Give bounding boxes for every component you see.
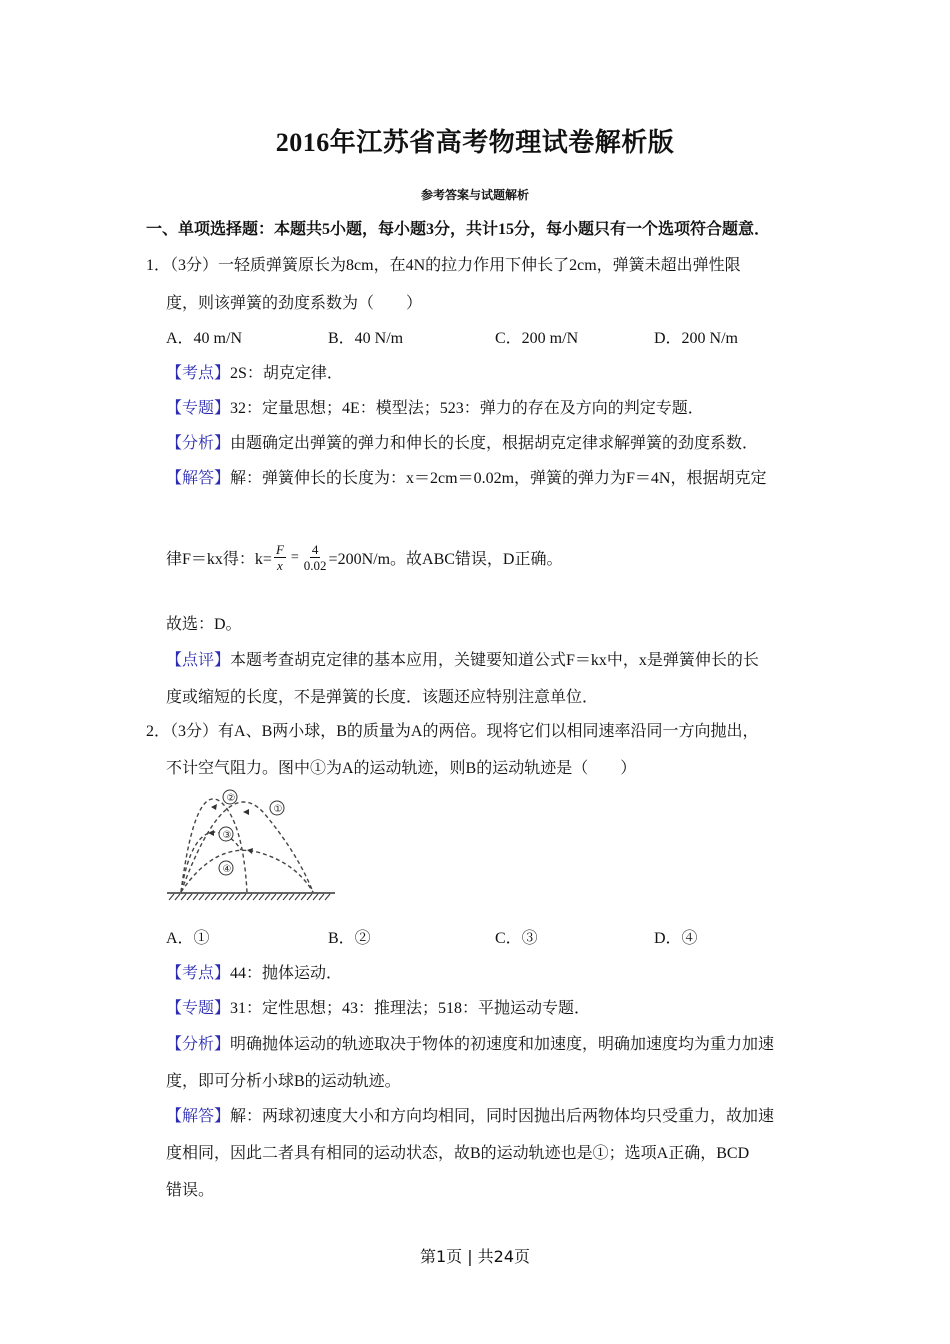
svg-text:④: ④ [222,864,232,875]
q1-dianping-line1: 【点评】本题考查胡克定律的基本应用，关键要知道公式F＝kx中，x是弹簧伸长的长 [166,652,759,669]
tag-fenxi: 【分析】 [166,435,231,452]
q1-fenxi: 【分析】由题确定出弹簧的弹力和伸长的长度，根据胡克定律求解弹簧的劲度系数． [166,435,759,452]
q1-option-a[interactable]: A．40 m/N [166,330,243,347]
tag-zhuanti: 【专题】 [166,400,231,417]
q1-option-c[interactable]: C．200 m/N [495,330,579,347]
q2-jieda-line1: 【解答】解：两球初速度大小和方向均相同，同时因抛出后两物体均只受重力，故加速 [166,1108,775,1125]
projectile-trajectories-diagram [165,782,337,902]
q1-option-d[interactable]: D．200 N/m [654,330,739,347]
q1-jieda-formula: 律F＝kx得：k= $\frac{F}{x}$ = $\frac{4}{0.02}$ =200N/m。故ABC错误，D正确。 [166,542,563,573]
q2-kaodian: 【考点】44：抛体运动． [166,965,343,982]
document-subtitle: 参考答案与试题解析 [420,188,529,202]
tag-dianping: 【点评】 [166,652,231,669]
q2-jieda-line3: 错误。 [166,1182,215,1199]
q2-number: 2． [146,723,171,740]
svg-text:③: ③ [222,830,232,841]
q2-fenxi-line1: 【分析】明确抛体运动的轨迹取决于物体的初速度和加速度，明确加速度均为重力加速 [166,1036,775,1053]
q1-stem-line2: 度，则该弹簧的劲度系数为（ ） [166,295,423,312]
page-footer: 第1页 | 共24页 [419,1247,531,1266]
q1-stem-line1: 1．（3分）一轻质弹簧原长为8cm，在4N的拉力作用下伸长了2cm，弹簧未超出弹性限 [146,257,741,274]
tag-kaodian: 【考点】 [166,965,231,982]
tag-fenxi: 【分析】 [166,1036,231,1053]
section-heading: 一、单项选择题：本题共5小题，每小题3分，共计15分，每小题只有一个选项符合题意． [146,221,771,238]
q2-option-b[interactable]: B．② [328,930,371,947]
tag-jieda: 【解答】 [166,470,231,487]
fraction-f-over-x: $\frac{F}{x}$ [275,542,284,573]
q1-conclusion: 故选：D。 [166,616,242,633]
q1-number: 1． [146,257,171,274]
q1-option-b[interactable]: B．40 N/m [328,330,404,347]
q1-dianping-line2: 度或缩短的长度，不是弹簧的长度．该题还应特别注意单位． [166,689,599,706]
q2-jieda-line2: 度相同，因此二者具有相同的运动状态，故B的运动轨迹也是①；选项A正确，BCD [166,1145,750,1162]
q1-kaodian: 【考点】2S：胡克定律． [166,365,343,382]
document-title: 2016年江苏省高考物理试卷解析版 [275,128,675,157]
svg-text:①: ① [273,804,283,815]
tag-jieda: 【解答】 [166,1108,231,1125]
tag-zhuanti: 【专题】 [166,1000,231,1017]
q2-zhuanti: 【专题】31：定性思想；43：推理法；518：平抛运动专题． [166,1000,591,1017]
q2-fenxi-line2: 度，即可分析小球B的运动轨迹。 [166,1073,401,1090]
q2-stem-line2: 不计空气阻力。图中①为A的运动轨迹，则B的运动轨迹是（ ） [166,760,637,777]
q2-option-a[interactable]: A．① [166,930,210,947]
q2-option-c[interactable]: C．③ [495,930,538,947]
q2-option-d[interactable]: D．④ [654,930,698,947]
trajectory-figure [165,782,337,907]
q2-stem-line1: 2．（3分）有A、B两小球，B的质量为A的两倍。现将它们以相同速率沿同一方向抛出， [146,723,759,740]
q1-zhuanti: 【专题】32：定量思想；4E：模型法；523：弹力的存在及方向的判定专题． [166,400,704,417]
svg-text:②: ② [226,793,236,804]
q1-jieda-line1: 【解答】解：弹簧伸长的长度为：x＝2cm＝0.02m，弹簧的弹力为F＝4N，根据胡克定 [166,470,767,487]
tag-kaodian: 【考点】 [166,365,231,382]
fraction-4-over-0.02: $\frac{4}{0.02}$ [303,542,327,573]
